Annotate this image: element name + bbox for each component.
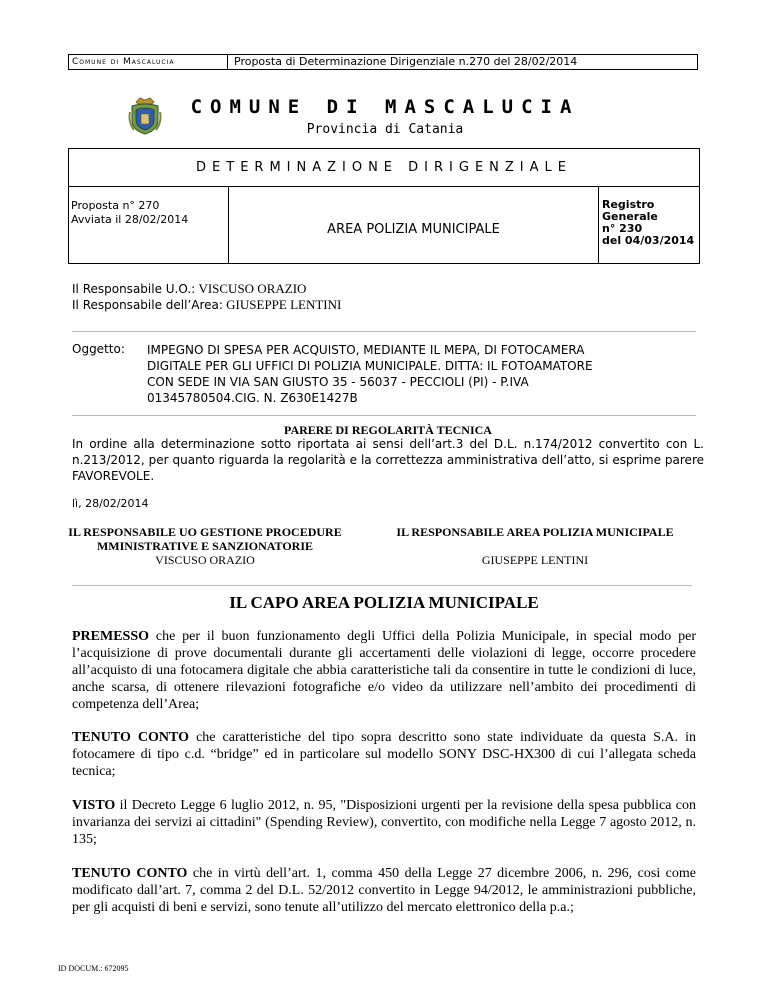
firma-right-name: GIUSEPPE LENTINI [481,553,589,567]
proposta-avviata: Avviata il 28/02/2014 [71,213,189,226]
provincia-subtitle: Provincia di Catania [306,122,464,137]
paragraph-text: il Decreto Legge 6 luglio 2012, n. 95, "Disposizioni urgenti per la revisione della spesa pubblica con invarianza dei servizi ai cittadini" (Spending Review), convertito, con modifiche nella Legge 7 agosto 2012, n. 135; [72,798,696,847]
determinazione-box [68,148,700,264]
registro-label: Registro Generale [602,198,658,223]
oggetto-text [147,342,707,406]
parere-title: PARERE DI REGOLARITÀ TECNICA [284,423,492,437]
capo-area-heading: IL CAPO AREA POLIZIA MUNICIPALE [229,593,539,612]
registro-date: del 04/03/2014 [602,234,695,247]
oggetto-line: 01345780504.CIG. N. Z630E1427B [147,391,358,405]
registro-cell [599,187,701,264]
paragraph-text: che in virtù dell’art. 1, comma 450 della Legge 27 dicembre 2006, n. 296, cosi come modificato dall’art. 7, comma 2 del D.L. 52/2012 convertito in Legge 94/2012, le amministrazioni pubbliche, per gli acquisti di beni e servizi, sono tenute all’utilizzo del mercato elettronico della p.a.; [72,866,696,915]
oggetto-label: Oggetto: [72,342,125,356]
firma-left-title: MMINISTRATIVE E SANZIONATORIE [96,539,314,553]
area-cell [229,187,599,264]
responsabile-area-label: Il Responsabile dell’Area: [72,298,223,312]
document-id: ID DOCUM.: 672095 [58,964,129,973]
responsabile-uo [72,281,306,297]
comune-small-label: Comune di Mascalucia [69,55,228,69]
divider [72,415,696,416]
registro-number: n° 230 [602,222,643,235]
paragraph-text: che per il buon funzionamento degli Uffici della Polizia Municipale, in special modo per l’acquisizione di prove documentali durante gli accertamenti delle violazioni di legge, occorre procedere all’acquisto di una fotocamera digitale che abbia caratteristiche tali da consentire in tutte le condizioni di luce, anche scarsa, di ottenere rilevazioni fotografiche e/o video da utilizzare nell’ambito dei procedimenti di competenza dell’Area; [72,629,696,712]
oggetto-line: IMPEGNO DI SPESA PER ACQUISTO, MEDIANTE IL MEPA, DI FOTOCAMERA [147,343,585,357]
responsabile-area [72,297,341,313]
comune-title: COMUNE DI MASCALUCIA [190,96,580,118]
firma-right [375,525,695,567]
paragraph-tenuto-conto [72,729,696,780]
determinazione-title: DETERMINAZIONE DIRIGENZIALE [69,149,699,187]
firma-right-title: IL RESPONSABILE AREA POLIZIA MUNICIPALE [396,525,674,539]
proposta-number: Proposta n° 270 [71,199,160,212]
oggetto-line: CON SEDE IN VIA SAN GIUSTO 35 - 56037 - PECCIOLI (PI) - P.IVA [147,375,529,389]
divider [72,585,692,586]
parere-text: In ordine alla determinazione sotto riportata ai sensi dell’art.3 del D.L. n.174/2012 convertito con L. n.213/2012, per quanto riguarda la regolarità e la correttezza amministrativa dell’atto, si esprime parere FAVOREVOLE. [72,437,704,483]
responsabile-uo-name: VISCUSO ORAZIO [198,281,307,296]
paragraph-lead: VISTO [72,798,116,813]
firma-left-name: VISCUSO ORAZIO [155,553,255,567]
document-header-bar [68,54,698,70]
responsabile-area-name: GIUSEPPE LENTINI [226,297,342,312]
area-name: AREA POLIZIA MUNICIPALE [327,222,500,237]
paragraph-tenuto-conto-2 [72,865,696,916]
paragraph-visto [72,797,696,848]
responsabile-uo-label: Il Responsabile U.O.: [72,282,196,296]
oggetto-line: DIGITALE PER GLI UFFICI DI POLIZIA MUNICIPALE. DITTA: IL FOTOAMATORE [147,359,593,373]
firma-left [60,525,350,567]
paragraph-premesso [72,628,696,713]
parere-date: lì, 28/02/2014 [72,497,149,510]
divider [72,331,696,332]
firma-left-title: IL RESPONSABILE UO GESTIONE PROCEDURE [68,525,342,539]
paragraph-text: che caratteristiche del tipo sopra descritto sono state individuate da questa S.A. in fotocamere di tipo c.d. “bridge” ed in particolare sul modello SONY DSC-HX300 di cui l’allegata scheda tecnica; [72,730,696,779]
paragraph-lead: PREMESSO [72,629,150,644]
paragraph-lead: TENUTO CONTO [72,866,188,881]
proposta-cell [69,187,229,264]
proposta-header: Proposta di Determinazione Dirigenziale n.270 del 28/02/2014 [234,55,578,68]
paragraph-lead: TENUTO CONTO [72,730,190,745]
